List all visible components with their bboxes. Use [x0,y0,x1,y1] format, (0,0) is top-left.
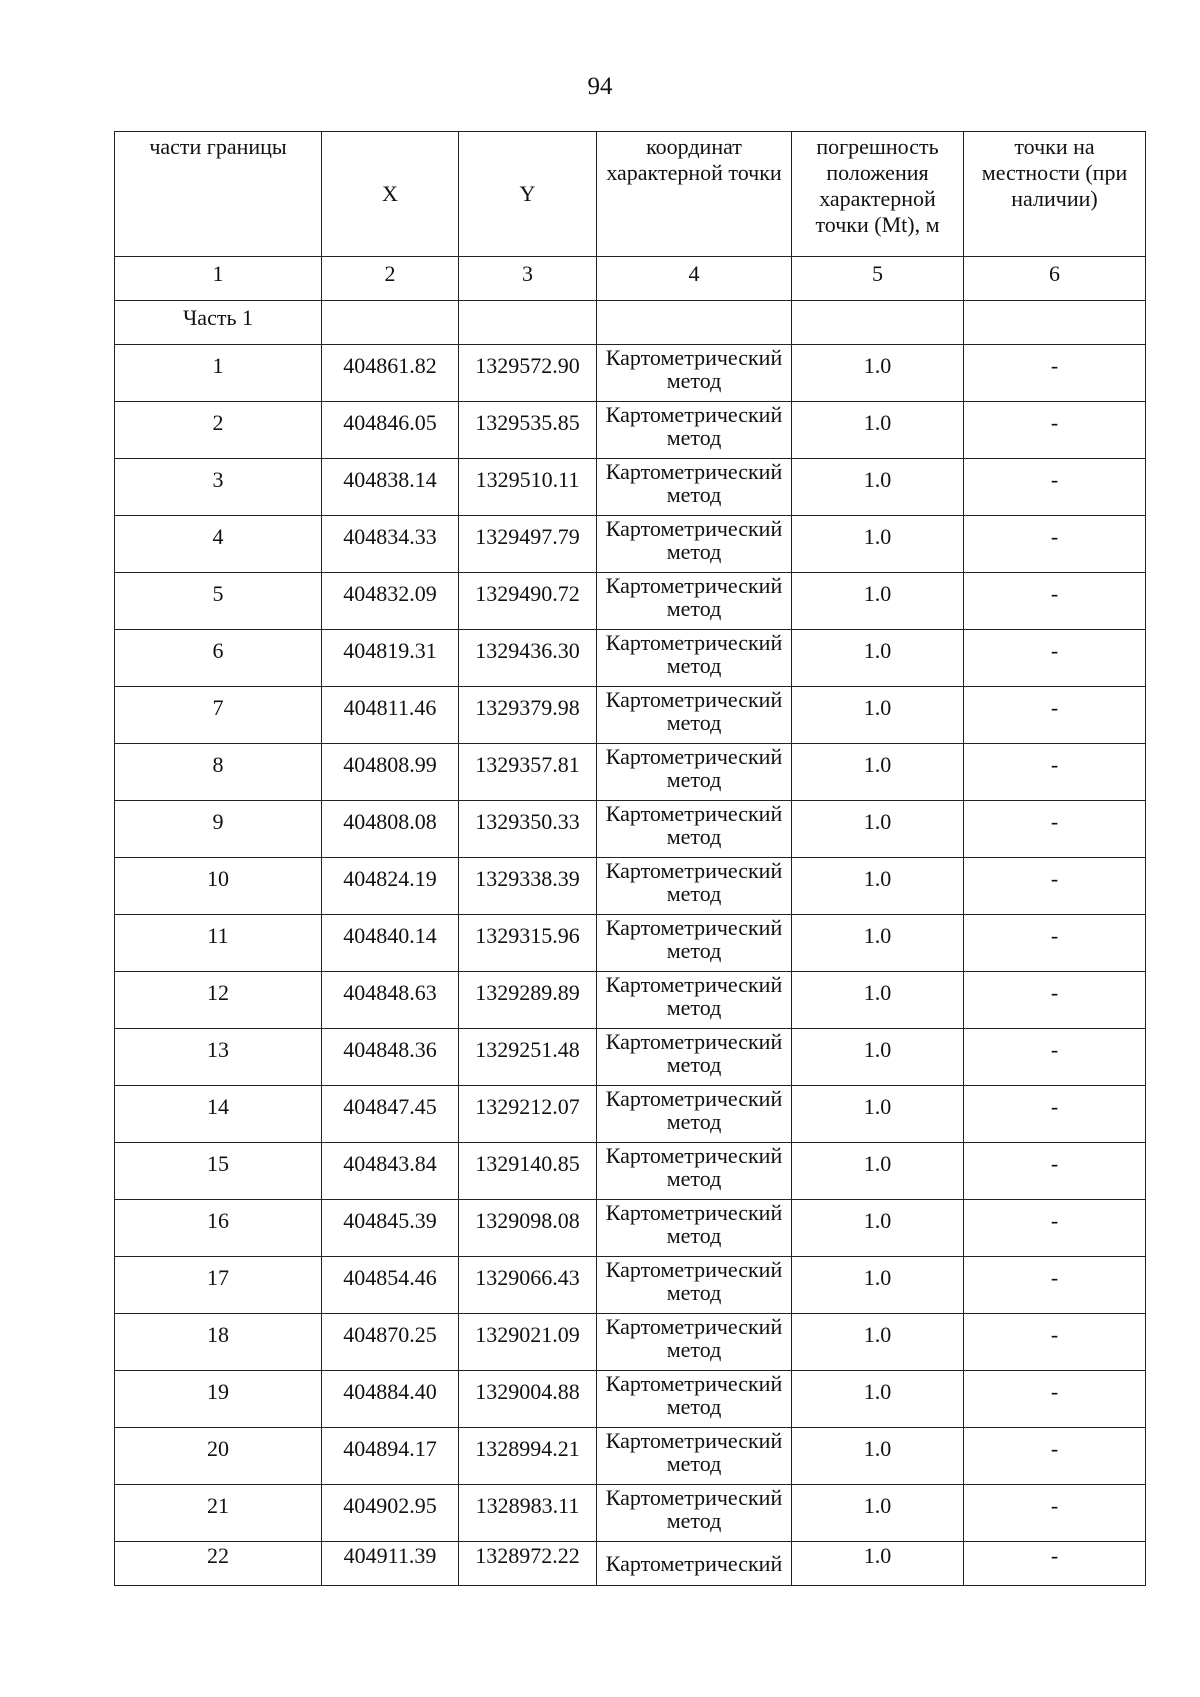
header-x: X [322,132,459,257]
point-number: 15 [115,1143,322,1200]
method-line-1: Картометрический [605,630,783,655]
method-cell [597,744,792,801]
y-coordinate: 1329212.07 [459,1086,597,1143]
y-coordinate: 1328994.21 [459,1428,597,1485]
x-coordinate: 404840.14 [322,915,459,972]
point-number: 13 [115,1029,322,1086]
empty-cell [964,301,1146,345]
method-line-1: Картометрический [605,1029,783,1054]
method-line-2: метод [666,425,722,450]
table-row [115,1086,1146,1143]
method-line-2: метод [666,1451,722,1476]
method-line-2: метод [666,767,722,792]
x-coordinate: 404811.46 [322,687,459,744]
table-row [115,1029,1146,1086]
x-coordinate: 404902.95 [322,1485,459,1542]
y-coordinate: 1329572.90 [459,345,597,402]
table-row [115,1371,1146,1428]
error-value: 1.0 [792,687,964,744]
column-number-row [115,257,1146,301]
method-line-1: Картометрический [605,516,783,541]
point-number: 21 [115,1485,322,1542]
method-line-2: метод [666,1394,722,1419]
y-coordinate: 1329098.08 [459,1200,597,1257]
header-error: погрешность положения характерной точки (Mt), м [792,132,964,257]
y-coordinate: 1329350.33 [459,801,597,858]
point-number: 16 [115,1200,322,1257]
table-row [115,1428,1146,1485]
page-number: 94 [587,73,613,100]
method-cell [597,573,792,630]
point-number: 11 [115,915,322,972]
error-value: 1.0 [792,573,964,630]
method-line-2: метод [666,1508,722,1533]
error-value: 1.0 [792,801,964,858]
x-coordinate: 404870.25 [322,1314,459,1371]
y-coordinate: 1329251.48 [459,1029,597,1086]
column-number: 5 [792,257,964,301]
method-cell [597,687,792,744]
point-description: - [964,972,1146,1029]
error-value: 1.0 [792,459,964,516]
column-number: 6 [964,257,1146,301]
method-line-1: Картометрический [605,345,783,370]
table-row [115,858,1146,915]
y-coordinate: 1329338.39 [459,858,597,915]
table-row [115,687,1146,744]
table-row [115,801,1146,858]
method-line-2: метод [666,1052,722,1077]
table-row [115,1485,1146,1542]
method-cell: Картометрический [597,1542,792,1586]
method-cell [597,1029,792,1086]
method-cell [597,345,792,402]
header-part-of-boundary: части границы [115,132,322,257]
x-coordinate: 404843.84 [322,1143,459,1200]
method-cell [597,1200,792,1257]
y-coordinate: 1328983.11 [459,1485,597,1542]
method-line-2: метод [666,1280,722,1305]
method-line-2: метод [666,482,722,507]
y-coordinate: 1329066.43 [459,1257,597,1314]
method-line-1: Картометрический [605,1485,783,1510]
table-header-row [115,132,1146,257]
method-cell [597,630,792,687]
method-cell [597,1428,792,1485]
error-value: 1.0 [792,402,964,459]
method-line-1: Картометрический [605,1200,783,1225]
y-coordinate: 1329379.98 [459,687,597,744]
error-value: 1.0 [792,1200,964,1257]
column-number: 3 [459,257,597,301]
table-row [115,744,1146,801]
method-line-1: Картометрический [605,915,783,940]
point-description: - [964,687,1146,744]
table-row [115,1257,1146,1314]
error-value: 1.0 [792,1428,964,1485]
y-coordinate: 1329510.11 [459,459,597,516]
empty-cell [792,301,964,345]
method-cell [597,1143,792,1200]
y-coordinate: 1329021.09 [459,1314,597,1371]
table-row [115,630,1146,687]
point-description: - [964,1542,1146,1586]
error-value: 1.0 [792,972,964,1029]
table-row [115,1143,1146,1200]
method-cell [597,972,792,1029]
point-number: 2 [115,402,322,459]
error-value: 1.0 [792,630,964,687]
point-number: 4 [115,516,322,573]
point-number: 18 [115,1314,322,1371]
point-number: 6 [115,630,322,687]
error-value: 1.0 [792,516,964,573]
method-line-1: Картометрический [605,459,783,484]
x-coordinate: 404884.40 [322,1371,459,1428]
point-description: - [964,858,1146,915]
method-cell [597,801,792,858]
point-description: - [964,459,1146,516]
x-coordinate: 404808.08 [322,801,459,858]
error-value: 1.0 [792,1371,964,1428]
method-cell [597,516,792,573]
point-description: - [964,1086,1146,1143]
method-line-1: Картометрический [605,687,783,712]
point-description: - [964,1428,1146,1485]
table-row [115,972,1146,1029]
x-coordinate: 404819.31 [322,630,459,687]
method-line-1: Картометрический [605,801,783,826]
error-value: 1.0 [792,915,964,972]
method-cell [597,402,792,459]
method-line-1: Картометрический [605,972,783,997]
y-coordinate: 1329289.89 [459,972,597,1029]
method-line-1: Картометрический [605,1314,783,1339]
point-description: - [964,1257,1146,1314]
method-line-1: Картометрический [605,1371,783,1396]
method-line-1: Картометрический [605,744,783,769]
x-coordinate: 404845.39 [322,1200,459,1257]
point-number: 3 [115,459,322,516]
point-description: - [964,1485,1146,1542]
point-description: - [964,1143,1146,1200]
point-number: 5 [115,573,322,630]
empty-cell [597,301,792,345]
x-coordinate: 404832.09 [322,573,459,630]
point-number: 8 [115,744,322,801]
table-row [115,915,1146,972]
method-line-1: Картометрический [605,402,783,427]
header-point-description: точки на местности (при наличии) [964,132,1146,257]
x-coordinate: 404834.33 [322,516,459,573]
x-coordinate: 404824.19 [322,858,459,915]
x-coordinate: 404894.17 [322,1428,459,1485]
method-line-2: метод [666,824,722,849]
method-line-1: Картометрический [605,573,783,598]
error-value: 1.0 [792,1314,964,1371]
point-number: 20 [115,1428,322,1485]
point-number: 10 [115,858,322,915]
point-number: 7 [115,687,322,744]
method-cell [597,1086,792,1143]
x-coordinate: 404848.63 [322,972,459,1029]
column-number: 4 [597,257,792,301]
method-line-1: Картометрический [605,1257,783,1282]
table-row [115,573,1146,630]
error-value: 1.0 [792,1086,964,1143]
error-value: 1.0 [792,744,964,801]
x-coordinate: 404848.36 [322,1029,459,1086]
method-line-2: метод [666,653,722,678]
error-value: 1.0 [792,1029,964,1086]
y-coordinate: 1328972.22 [459,1542,597,1586]
coordinates-table [114,131,1146,1586]
method-line-2: метод [666,1166,722,1191]
x-coordinate: 404847.45 [322,1086,459,1143]
x-coordinate: 404861.82 [322,345,459,402]
point-description: - [964,1200,1146,1257]
method-cell [597,1257,792,1314]
x-coordinate: 404911.39 [322,1542,459,1586]
point-description: - [964,801,1146,858]
method-line-1: Картометрический [605,858,783,883]
error-value: 1.0 [792,1542,964,1586]
error-value: 1.0 [792,345,964,402]
y-coordinate: 1329436.30 [459,630,597,687]
method-cell [597,459,792,516]
point-description: - [964,744,1146,801]
method-line-2: метод [666,1223,722,1248]
method-line-1: Картометрический [605,1428,783,1453]
point-number: 1 [115,345,322,402]
table-row [115,1314,1146,1371]
table-row [115,402,1146,459]
part-label: Часть 1 [115,301,322,345]
table-row [115,1200,1146,1257]
error-value: 1.0 [792,1257,964,1314]
method-line-1: Картометрический [605,1086,783,1111]
method-line-2: метод [666,710,722,735]
table-row [115,516,1146,573]
x-coordinate: 404854.46 [322,1257,459,1314]
header-y: Y [459,132,597,257]
header-coordinate-method: координат характерной точки [597,132,792,257]
y-coordinate: 1329490.72 [459,573,597,630]
table-row [115,459,1146,516]
point-number: 14 [115,1086,322,1143]
column-number: 1 [115,257,322,301]
point-number: 17 [115,1257,322,1314]
x-coordinate: 404838.14 [322,459,459,516]
y-coordinate: 1329004.88 [459,1371,597,1428]
error-value: 1.0 [792,1485,964,1542]
method-line-2: метод [666,368,722,393]
point-description: - [964,573,1146,630]
y-coordinate: 1329315.96 [459,915,597,972]
y-coordinate: 1329535.85 [459,402,597,459]
y-coordinate: 1329497.79 [459,516,597,573]
y-coordinate: 1329357.81 [459,744,597,801]
method-line-2: метод [666,881,722,906]
table-row [115,345,1146,402]
point-description: - [964,345,1146,402]
method-line-1: Картометрический [605,1143,783,1168]
part-row [115,301,1146,345]
method-cell [597,1314,792,1371]
method-line-2: метод [666,539,722,564]
method-cell [597,1485,792,1542]
error-value: 1.0 [792,858,964,915]
point-description: - [964,516,1146,573]
point-number: 9 [115,801,322,858]
method-cell [597,915,792,972]
error-value: 1.0 [792,1143,964,1200]
x-coordinate: 404808.99 [322,744,459,801]
point-description: - [964,1029,1146,1086]
method-line-2: метод [666,1109,722,1134]
method-line-2: метод [666,596,722,621]
x-coordinate: 404846.05 [322,402,459,459]
method-line-2: метод [666,1337,722,1362]
method-line-2: метод [666,995,722,1020]
table-row [115,1542,1146,1586]
point-description: - [964,630,1146,687]
point-number: 12 [115,972,322,1029]
empty-cell [322,301,459,345]
method-cell [597,858,792,915]
point-number: 19 [115,1371,322,1428]
point-description: - [964,402,1146,459]
method-line-2: метод [666,938,722,963]
y-coordinate: 1329140.85 [459,1143,597,1200]
point-description: - [964,1314,1146,1371]
column-number: 2 [322,257,459,301]
point-number: 22 [115,1542,322,1586]
point-description: - [964,915,1146,972]
method-cell [597,1371,792,1428]
point-description: - [964,1371,1146,1428]
empty-cell [459,301,597,345]
